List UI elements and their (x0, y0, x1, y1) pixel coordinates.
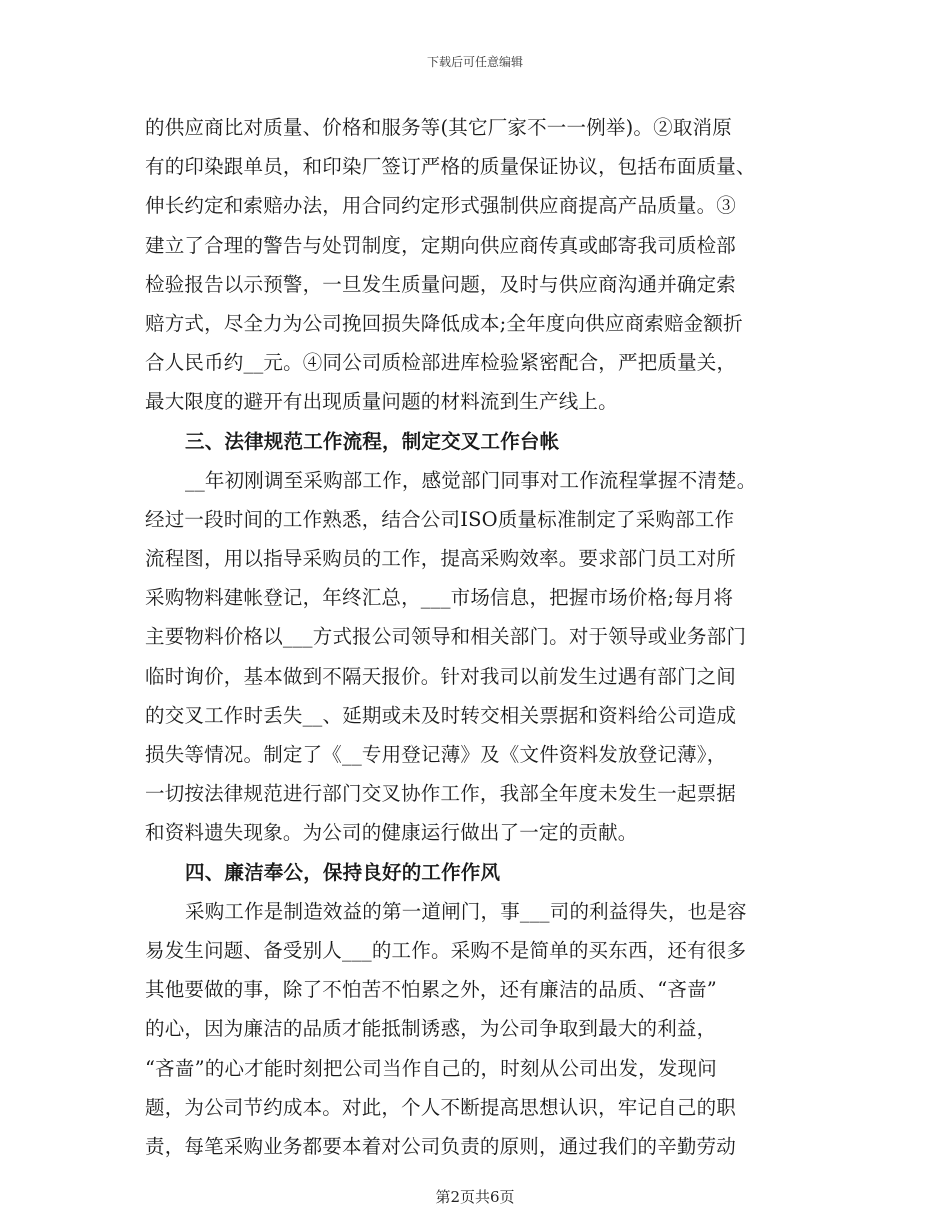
text-line: 采购物料建帐登记，年终汇总，___市场信息，把握市场价格;每月将 (145, 586, 734, 610)
body-text (145, 108, 807, 1166)
text-line: 检验报告以示预警，一旦发生质量问题，及时与供应商沟通并确定索 (145, 272, 737, 296)
text-line: 和资料遗失现象。为公司的健康运行做出了一定的贡献。 (145, 821, 638, 845)
page-footer: 第2页共6页 (435, 1188, 515, 1206)
text-line: 合人民币约__元。④同公司质检部进库检验紧密配合，严把质量关， (145, 351, 737, 375)
text-line: 责，每笔采购业务都要本着对公司负责的原则，通过我们的辛勤劳动 (145, 1134, 737, 1158)
text-line: 题，为公司节约成本。对此，个人不断提高思想认识，牢记自己的职 (145, 1095, 737, 1119)
text-line: 主要物料价格以___方式报公司领导和相关部门。对于领导或业务部门 (145, 625, 747, 649)
section-heading: 四、廉洁奉公，保持良好的工作作风 (185, 860, 501, 884)
text-line: 有的印染跟单员，和印染厂签订严格的质量保证协议，包括布面质量、 (145, 155, 756, 179)
text-line: “吝啬”的心才能时刻把公司当作自己的，时刻从公司出发，发现问 (145, 1056, 717, 1080)
text-line: 建立了合理的警告与处罚制度，定期向供应商传真或邮寄我司质检部 (145, 233, 737, 257)
section-heading: 三、法律规范工作流程，制定交叉工作台帐 (185, 429, 560, 453)
text-line: 一切按法律规范进行部门交叉协作工作，我部全年度未发生一起票据 (145, 782, 737, 806)
text-line: 的心，因为廉洁的品质才能抵制诱惑，为公司争取到最大的利益， (145, 1017, 717, 1041)
text-line: 经过一段时间的工作熟悉，结合公司ISO质量标准制定了采购部工作 (145, 507, 735, 531)
text-line: 最大限度的避开有出现质量问题的材料流到生产线上。 (145, 390, 618, 414)
text-line: 的交叉工作时丢失__、延期或未及时转交相关票据和资料给公司造成 (145, 703, 737, 727)
text-line: 采购工作是制造效益的第一道闸门，事___司的利益得失，也是容 (185, 899, 747, 923)
page-header: 下载后可任意编辑 (426, 55, 523, 69)
text-line: 损失等情况。制定了《__专用登记薄》及《文件资料发放登记薄》， (145, 743, 727, 766)
text-line: 易发生问题、备受别人___的工作。采购不是简单的买东西，还有很多 (145, 938, 747, 962)
text-line: __年初刚调至采购部工作，感觉部门同事对工作流程掌握不清楚。 (185, 468, 757, 492)
text-line: 流程图，用以指导采购员的工作，提高采购效率。要求部门员工对所 (145, 547, 737, 571)
text-line: 伸长约定和索赔办法，用合同约定形式强制供应商提高产品质量。③ (145, 194, 737, 218)
text-line: 临时询价，基本做到不隔天报价。针对我司以前发生过遇有部门之间 (145, 664, 737, 688)
text-line: 其他要做的事，除了不怕苦不怕累之外，还有廉洁的品质、“吝啬” (145, 978, 717, 1002)
text-line: 的供应商比对质量、价格和服务等(其它厂家不一一例举)。②取消原 (145, 116, 732, 139)
text-line: 赔方式，尽全力为公司挽回损失降低成本;全年度向供应商索赔金额折 (145, 311, 743, 335)
